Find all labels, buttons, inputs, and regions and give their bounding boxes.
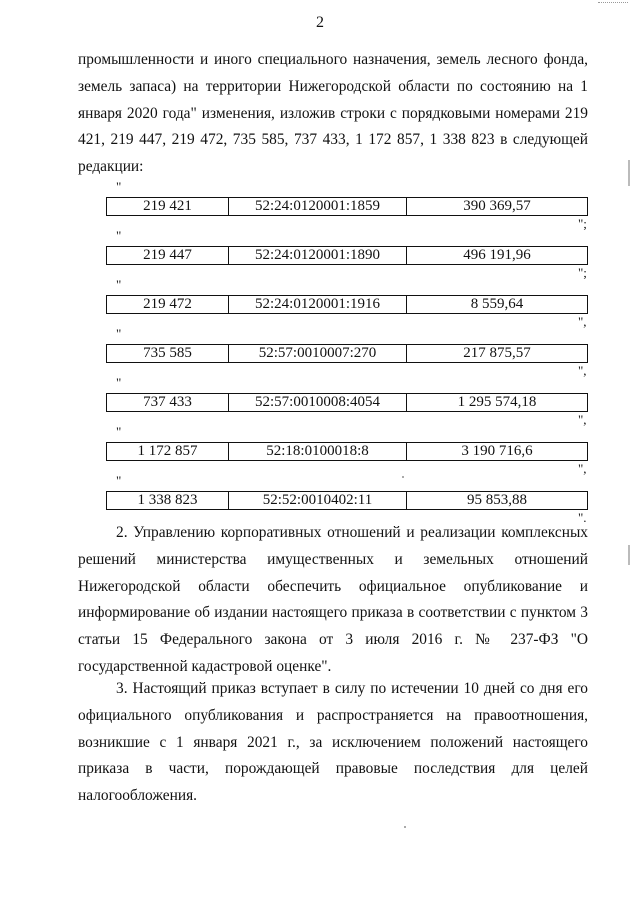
close-quote: ", xyxy=(578,461,587,476)
open-quote: " xyxy=(116,326,122,341)
page-number: 2 xyxy=(316,14,324,31)
intro-paragraph: промышленности и иного специального назначения, земель лесного фонда, земель запаса) на территории Нижегородской области по состоянию на 1 января 2020 года" изменения, изложив строки с порядковыми номерами 219 421, 219 447, 219 472, 735 585, 737 433, 1 172 857, 1 338 823 в следующей редакции: xyxy=(78,51,588,176)
close-quote: ", xyxy=(578,363,587,378)
cadastral-value-cell: 3 190 716,6 xyxy=(461,443,533,459)
open-quote: " xyxy=(116,277,122,292)
close-quote: ". xyxy=(578,510,587,525)
open-quote: " xyxy=(116,228,122,243)
open-quote: " xyxy=(116,473,122,488)
table-row xyxy=(106,491,588,510)
scan-speck xyxy=(404,826,406,828)
scan-speck xyxy=(402,476,404,478)
cadastral-number-cell: 52:57:0010008:4054 xyxy=(229,394,407,411)
cadastral-value-cell: 390 369,57 xyxy=(463,198,531,214)
paragraph-3: 3. Настоящий приказ вступает в силу по истечении 10 дней со дня его официального опубликования и распространяется на правоотношения, возникшие с 1 января 2021 г., за исключением положений настоящего приказа в части, порождающей правовые последствия для целей налогообложения. xyxy=(78,680,588,805)
row-number-cell: 219 447 xyxy=(107,247,229,264)
table-row xyxy=(106,344,588,363)
scan-edge-mark xyxy=(628,545,630,565)
scan-edge-mark xyxy=(628,160,630,186)
cadastral-number-cell: 52:18:0100018:8 xyxy=(229,443,407,460)
cadastral-number-cell: 52:57:0010007:270 xyxy=(229,345,407,362)
cadastral-value-cell: 8 559,64 xyxy=(470,296,524,312)
close-quote: ", xyxy=(578,412,587,427)
table-row xyxy=(106,197,588,216)
cadastral-value-cell: 1 295 574,18 xyxy=(457,394,537,410)
row-number-cell: 1 172 857 xyxy=(107,443,229,460)
cadastral-value-cell: 95 853,88 xyxy=(467,492,527,508)
scan-corner-mark xyxy=(598,2,628,4)
cadastral-value-cell: 496 191,96 xyxy=(463,247,531,263)
row-number-cell: 219 472 xyxy=(107,296,229,313)
open-quote: " xyxy=(116,375,122,390)
close-quote: "; xyxy=(578,216,587,231)
paragraph-2: 2. Управлению корпоративных отношений и реализации комплексных решений министерства имущественных и земельных отношений Нижегородской области обеспечить официальное опубликование и информирование об издании настоящего приказа в соответствии с пунктом 3 статьи 15 Федерального закона от 3 июля 2016 г. № 237-ФЗ "О государственной кадастровой оценке". xyxy=(78,524,588,675)
table-row xyxy=(106,295,588,314)
table-row xyxy=(106,246,588,265)
close-quote: ", xyxy=(578,314,587,329)
open-quote: " xyxy=(116,424,122,439)
cadastral-value-cell: 217 875,57 xyxy=(463,345,531,361)
row-number-cell: 737 433 xyxy=(107,394,229,411)
cadastral-number-cell: 52:24:0120001:1916 xyxy=(229,296,407,313)
table-row xyxy=(106,442,588,461)
table-row xyxy=(106,393,588,412)
open-quote: " xyxy=(116,179,122,194)
close-quote: "; xyxy=(578,265,587,280)
cadastral-number-cell: 52:24:0120001:1859 xyxy=(229,198,407,215)
row-number-cell: 219 421 xyxy=(107,198,229,215)
row-number-cell: 1 338 823 xyxy=(107,492,229,509)
cadastral-number-cell: 52:24:0120001:1890 xyxy=(229,247,407,264)
cadastral-number-cell: 52:52:0010402:11 xyxy=(229,492,407,509)
row-number-cell: 735 585 xyxy=(107,345,229,362)
